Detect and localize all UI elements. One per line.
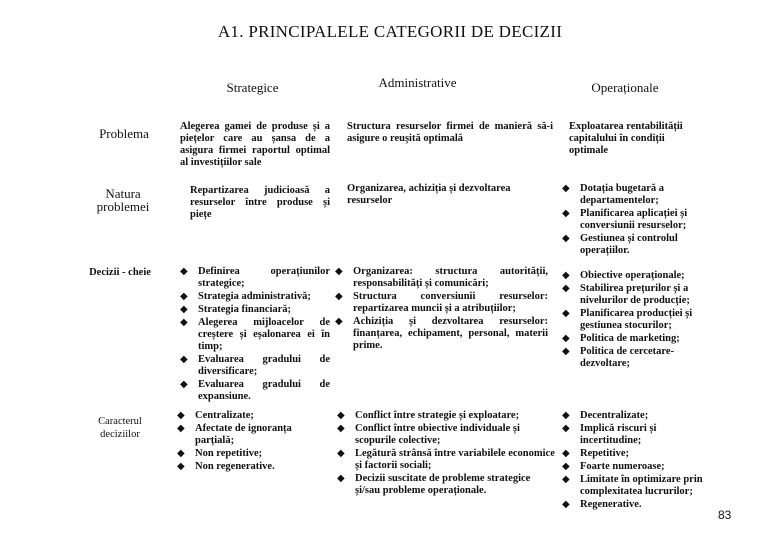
diamond-bullet-icon: ◆ <box>562 448 570 459</box>
diamond-bullet-icon: ◆ <box>337 473 345 484</box>
list-item-text: Conflict între obiective individuale și scopurile colective; <box>355 423 520 446</box>
cell-problema-administrative: Structura resurselor firmei de manieră să-i asigure o reușită optimală <box>347 121 553 144</box>
list-decizii-operationale <box>560 270 705 371</box>
list-item <box>175 423 325 447</box>
list-item-text: Stabilirea prețurilor și a nivelurilor de producție; <box>580 283 690 306</box>
list-item <box>335 410 557 422</box>
list-item-text: Planificarea aplicației și conversiunii resurselor; <box>580 208 688 231</box>
list-item <box>178 266 330 290</box>
diamond-bullet-icon: ◆ <box>180 291 188 302</box>
diamond-bullet-icon: ◆ <box>335 291 343 302</box>
list-item-text: Non regenerative. <box>195 461 275 472</box>
list-item-text: Afectate de ignoranța parțială; <box>195 423 292 446</box>
list-item-text: Obiective operaționale; <box>580 270 685 281</box>
list-item-text: Strategia financiară; <box>198 304 292 315</box>
page-number: 83 <box>718 508 732 522</box>
list-decizii-administrative <box>333 266 548 353</box>
diamond-bullet-icon: ◆ <box>180 354 188 365</box>
row-label-natura-problemei: Natura problemei <box>96 186 150 214</box>
diamond-bullet-icon: ◆ <box>562 461 570 472</box>
list-item <box>560 333 705 345</box>
list-item <box>175 410 325 422</box>
list-item <box>560 499 705 511</box>
diamond-bullet-icon: ◆ <box>335 266 343 277</box>
diamond-bullet-icon: ◆ <box>562 499 570 510</box>
list-item-text: Foarte numeroase; <box>580 461 665 472</box>
diamond-bullet-icon: ◆ <box>177 410 185 421</box>
diamond-bullet-icon: ◆ <box>562 208 570 219</box>
column-header-administrative: Administrative <box>378 75 457 90</box>
list-caracter-operationale <box>560 410 705 512</box>
list-item-text: Organizarea: structura autorității, responsabilități și comunicări; <box>353 266 548 289</box>
list-item <box>560 461 705 473</box>
diamond-bullet-icon: ◆ <box>180 379 188 390</box>
list-item <box>178 379 330 403</box>
cell-problema-operationale: Exploatarea rentabilității capitalului în condiții optimale <box>569 121 683 156</box>
list-item-text: Definirea operațiunilor strategice; <box>198 266 330 289</box>
list-item <box>560 308 705 332</box>
diamond-bullet-icon: ◆ <box>562 333 570 344</box>
list-decizii-strategice <box>178 266 330 404</box>
diamond-bullet-icon: ◆ <box>337 423 345 434</box>
list-item-text: Legătură strânsă între variabilele economice și factorii sociali; <box>355 448 555 471</box>
diamond-bullet-icon: ◆ <box>180 266 188 277</box>
row-label-decizii-cheie: Decizii - cheie <box>89 267 151 278</box>
list-item <box>175 461 325 473</box>
list-natura-operationale <box>560 183 705 258</box>
cell-natura-strategice: Repartizarea judicioasă a resurselor între produse și piețe <box>190 185 330 220</box>
list-item-text: Limitate în optimizare prin complexitatea lucrurilor; <box>580 474 703 497</box>
list-item <box>560 233 705 257</box>
list-item-text: Strategia administrativă; <box>198 291 311 302</box>
list-item <box>560 410 705 422</box>
list-item-text: Politica de marketing; <box>580 333 680 344</box>
list-item-text: Achiziția și dezvoltarea resurselor: finanțarea, echipament, personal, materii prime. <box>353 316 548 351</box>
diamond-bullet-icon: ◆ <box>562 283 570 294</box>
diamond-bullet-icon: ◆ <box>562 308 570 319</box>
list-item-text: Centralizate; <box>195 410 254 421</box>
diamond-bullet-icon: ◆ <box>562 346 570 357</box>
list-item <box>560 270 705 282</box>
list-item <box>335 473 557 497</box>
list-item-text: Conflict între strategie și exploatare; <box>355 410 520 421</box>
diamond-bullet-icon: ◆ <box>180 304 188 315</box>
list-item-text: Decentralizate; <box>580 410 649 421</box>
list-item <box>560 346 705 370</box>
cell-problema-strategice: Alegerea gamei de produse și a piețelor care au șansa de a asigura firmei raportul optimal al investițiilor sale <box>180 121 330 168</box>
list-item <box>178 354 330 378</box>
cell-natura-administrative: Organizarea, achiziția și dezvoltarea resurselor <box>347 183 511 206</box>
list-item-text: Dotația bugetară a departamentelor; <box>580 183 664 206</box>
list-item <box>560 448 705 460</box>
diamond-bullet-icon: ◆ <box>562 270 570 281</box>
diamond-bullet-icon: ◆ <box>177 423 185 434</box>
column-header-operationale: Operaționale <box>591 80 659 95</box>
list-item-text: Politica de cercetare-dezvoltare; <box>580 346 675 369</box>
list-item <box>335 448 557 472</box>
list-item <box>178 291 330 303</box>
list-item-text: Structura conversiunii resurselor: repartizarea muncii și a atribuțiilor; <box>353 291 548 314</box>
list-item <box>335 423 557 447</box>
list-item <box>333 316 548 352</box>
list-caracter-strategice <box>175 410 325 474</box>
list-item-text: Evaluarea gradului de expansiune. <box>198 379 330 402</box>
list-item <box>560 183 705 207</box>
diamond-bullet-icon: ◆ <box>337 448 345 459</box>
list-item <box>333 291 548 315</box>
diamond-bullet-icon: ◆ <box>177 461 185 472</box>
list-item-text: Implică riscuri și incertitudine; <box>580 423 657 446</box>
list-item-text: Regenerative. <box>580 499 642 510</box>
list-item <box>560 283 705 307</box>
list-item-text: Evaluarea gradului de diversificare; <box>198 354 330 377</box>
list-item <box>178 304 330 316</box>
row-label-caracterul-deciziilor: Caracterul deciziilor <box>98 416 142 440</box>
diamond-bullet-icon: ◆ <box>562 423 570 434</box>
diamond-bullet-icon: ◆ <box>337 410 345 421</box>
slide-title: A1. PRINCIPALELE CATEGORII DE DECIZII <box>217 22 563 41</box>
list-item-text: Gestiunea și controlul operațiilor. <box>580 233 678 256</box>
list-item <box>560 208 705 232</box>
list-item-text: Decizii suscitate de probleme strategice și/sau probleme operaționale. <box>355 473 531 496</box>
list-item <box>333 266 548 290</box>
column-header-strategice: Strategice <box>226 80 279 95</box>
diamond-bullet-icon: ◆ <box>562 410 570 421</box>
list-item <box>178 317 330 353</box>
list-item-text: Repetitive; <box>580 448 629 459</box>
diamond-bullet-icon: ◆ <box>335 316 343 327</box>
list-item-text: Alegerea mijloacelor de creștere și eșalonarea ei în timp; <box>198 317 330 352</box>
list-item-text: Non repetitive; <box>195 448 263 459</box>
diamond-bullet-icon: ◆ <box>562 183 570 194</box>
list-item-text: Planificarea producției și gestiunea stocurilor; <box>580 308 693 331</box>
diamond-bullet-icon: ◆ <box>180 317 188 328</box>
list-item <box>560 474 705 498</box>
list-item <box>560 423 705 447</box>
diamond-bullet-icon: ◆ <box>177 448 185 459</box>
list-caracter-administrative <box>335 410 557 498</box>
row-label-problema: Problema <box>99 126 149 141</box>
list-item <box>175 448 325 460</box>
diamond-bullet-icon: ◆ <box>562 474 570 485</box>
diamond-bullet-icon: ◆ <box>562 233 570 244</box>
